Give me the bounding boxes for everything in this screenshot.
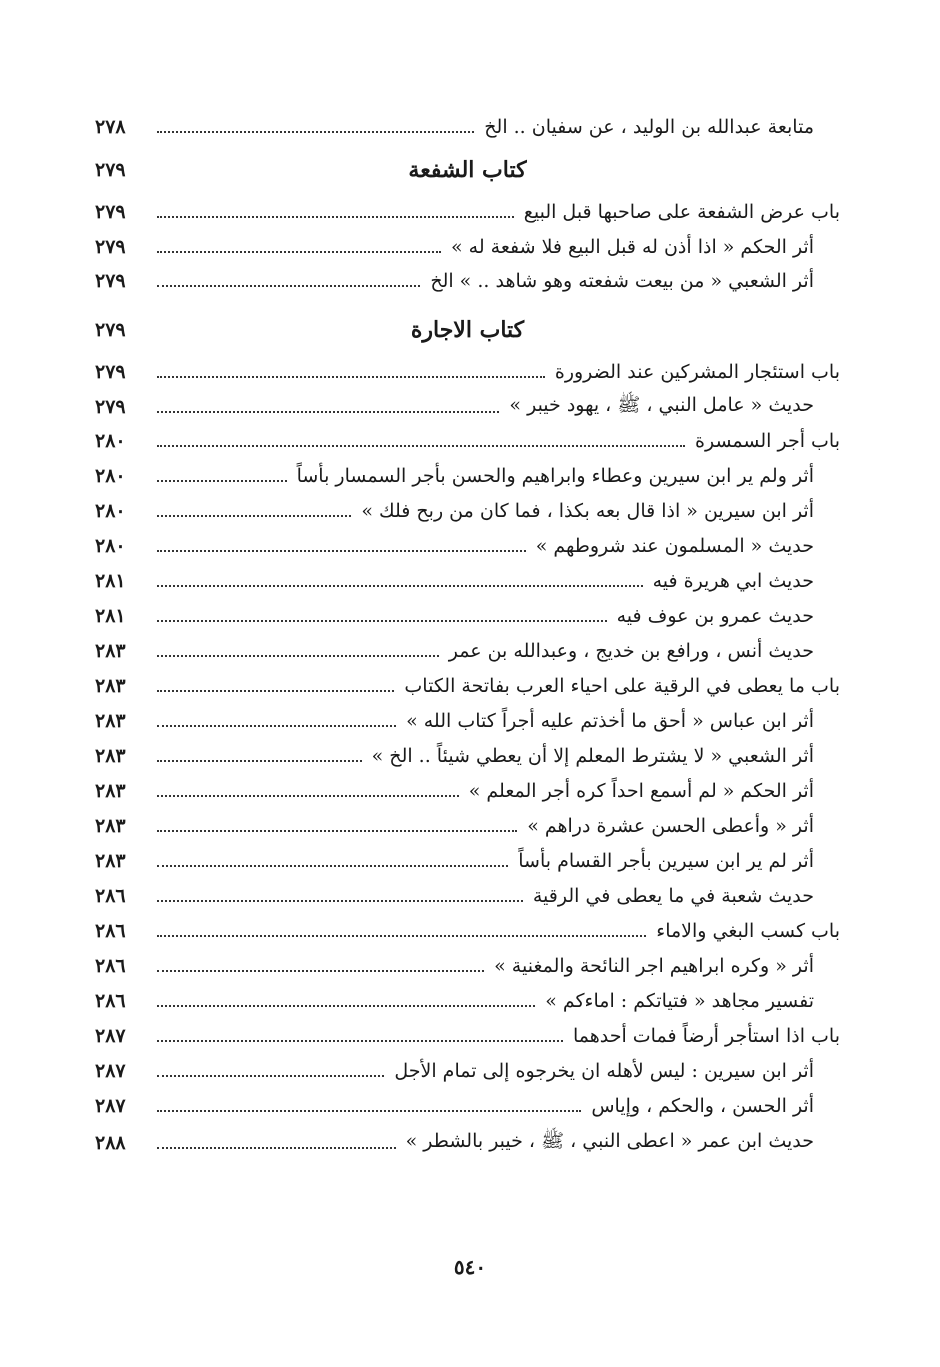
dot-leader [157,795,459,797]
dot-leader [157,620,607,622]
toc-chapter-entry [95,355,840,389]
toc-entry-page: ٢٧٩ [95,396,126,418]
toc-entry-label: أثر ابن سيرين « اذا قال بعه بكذا ، فما كان من ربح فلك » [361,500,814,522]
toc-entry-label: متابعة عبدالله بن الوليد ، عن سفيان .. الخ [484,116,814,138]
dot-leader [157,515,351,517]
toc-entry-label: باب عرض الشفعة على صاحبها قبل البيع [523,201,840,223]
book-heading-title: كتاب الاجارة [410,317,525,343]
toc-entry-page: ٢٨٧ [95,1060,126,1082]
toc-subentry [95,984,840,1018]
toc-entry-page: ٢٧٨ [95,116,126,138]
toc-chapter-entry [95,195,840,229]
dot-leader [157,900,523,902]
toc-subentry [95,599,840,633]
toc-entry-label: أثر الشعبي « لا يشترط المعلم إلا أن يعطي شيئاً .. الخ » [371,745,814,767]
toc-entry-page: ٢٧٩ [95,201,126,223]
toc-entry-label: أثر ابن سيرين : ليس لأهله ان يخرجوه إلى تمام الأجل [394,1060,814,1082]
toc-entry-page: ٢٨١ [95,570,126,592]
dot-leader [157,285,420,287]
toc-subentry [95,879,840,913]
toc-entry-label: حديث عمرو بن عوف فيه [616,605,814,627]
toc-entry-page: ٢٨٨ [95,1132,126,1154]
dot-leader [157,690,394,692]
dot-leader [157,376,545,378]
toc-entry-page: ٢٨٣ [95,815,126,837]
toc-entry-page: ٢٨٣ [95,640,126,662]
toc-chapter-entry [95,914,840,948]
toc-entry-label: باب اذا استأجر أرضاً فمات أحدهما [572,1025,840,1047]
toc-entry-page: ٢٧٩ [95,236,126,258]
dot-leader [157,251,441,253]
toc-entry-page: ٢٨٧ [95,1025,126,1047]
dot-leader [157,865,508,867]
toc-subentry [95,529,840,563]
dot-leader [157,1147,396,1149]
toc-entry-page: ٢٨٧ [95,1095,126,1117]
toc-entry-page: ٢٨٣ [95,710,126,732]
book-heading [95,313,840,353]
dot-leader [157,550,526,552]
toc-entry-page: ٢٨٣ [95,780,126,802]
toc-entry-label: باب كسب البغي والاماء [656,920,840,942]
toc-entry-page: ٢٨٣ [95,745,126,767]
toc-subentry [95,494,840,528]
toc-entry-page: ٢٧٩ [95,270,126,292]
dot-leader [157,480,287,482]
toc-chapter-entry [95,1019,840,1053]
toc-entry-page: ٢٨٠ [95,430,126,452]
dot-leader [157,216,514,218]
book-heading [95,153,840,193]
dot-leader [157,725,396,727]
book-heading-title: كتاب الشفعة [408,157,527,183]
page-number: ٥٤٠ [453,1255,487,1279]
dot-leader [157,1040,563,1042]
toc-entry-label: أثر الحسن ، والحكم ، وإياس [591,1095,814,1117]
toc-entry-page: ٢٨٣ [95,850,126,872]
toc-chapter-entry [95,669,840,703]
dot-leader [157,830,517,832]
toc-entry-page: ٢٧٩ [95,361,126,383]
toc-subentry [95,264,840,298]
dot-leader [157,760,362,762]
toc-entry-label: حديث « عامل النبي ، ﷺ ، يهود خيبر » [509,394,814,416]
toc-subentry [95,634,840,668]
toc-chapter-entry [95,424,840,458]
toc-subentry [95,1054,840,1088]
toc-entry-label: باب استئجار المشركين عند الضرورة [554,361,840,383]
toc-entry-page: ٢٨٠ [95,535,126,557]
dot-leader [157,1005,535,1007]
dot-leader [157,970,484,972]
toc-entry-label: حديث « المسلمون عند شروطهم » [535,535,814,557]
dot-leader [157,411,499,413]
toc-subentry [95,459,840,493]
toc-subentry [95,704,840,738]
dot-leader [157,131,474,133]
toc-entry-page: ٢٨٠ [95,465,126,487]
toc-entry-label: حديث شعبة في ما يعطى في الرقية [532,885,814,907]
toc-entry-label: أثر الحكم « لم أسمع احداً كره أجر المعلم » [468,780,814,802]
toc-subentry [95,390,840,424]
toc-entry-label: أثر « وكره ابراهيم اجر النائحة والمغنية » [494,955,814,977]
toc-entry-label: باب أجر السمسرة [695,430,840,452]
book-heading-page: ٢٧٩ [95,159,126,181]
toc-entry-page: ٢٨١ [95,605,126,627]
dot-leader [157,585,643,587]
toc-subentry [95,1126,840,1160]
toc-subentry [95,809,840,843]
toc-entry-page: ٢٨٦ [95,885,126,907]
toc-entry-page: ٢٨٠ [95,500,126,522]
dot-leader [157,1075,384,1077]
dot-leader [157,655,439,657]
toc-entry-label: أثر لم ير ابن سيرين بأجر القسام بأساً [518,850,814,872]
toc-subentry [95,739,840,773]
toc-entry-label: أثر ولم ير ابن سيرين وعطاء وابراهيم والحسن بأجر السمسار بأساً [296,465,814,487]
toc-subentry [95,949,840,983]
toc-entry-page: ٢٨٣ [95,675,126,697]
toc-entry-label: أثر ابن عباس « أحق ما أخذتم عليه أجراً كتاب الله » [406,710,814,732]
toc-entry-label: باب ما يعطى في الرقية على احياء العرب بفاتحة الكتاب [404,675,840,697]
toc-entry-page: ٢٨٦ [95,920,126,942]
toc-entry-label: أثر « وأعطى الحسن عشرة دراهم » [527,815,814,837]
toc-subentry [95,230,840,264]
dot-leader [157,445,685,447]
toc-subentry [95,844,840,878]
toc-entry-label: أثر الشعبي « من بيعت شفعته وهو شاهد .. » الخ [430,270,814,292]
dot-leader [157,935,646,937]
toc-entry-label: أثر الحكم « اذا أذن له قبل البيع فلا شفعة له » [450,236,814,258]
toc-entry-page: ٢٨٦ [95,990,126,1012]
toc-subentry [95,1089,840,1123]
toc-subentry [95,110,840,144]
toc-entry-page: ٢٨٦ [95,955,126,977]
toc-entry-label: حديث ابي هريرة فيه [652,570,814,592]
toc-subentry [95,564,840,598]
toc-entry-label: حديث ابن عمر « اعطى النبي ، ﷺ ، خيبر بالشطر » [405,1130,814,1152]
toc-subentry [95,774,840,808]
toc-entry-label: تفسير مجاهد « فتياتكم : اماءكم » [545,990,814,1012]
dot-leader [157,1110,581,1112]
book-heading-page: ٢٧٩ [95,319,126,341]
toc-entry-label: حديث أنس ، ورافع بن خديج ، وعبدالله بن عمر [448,640,814,662]
